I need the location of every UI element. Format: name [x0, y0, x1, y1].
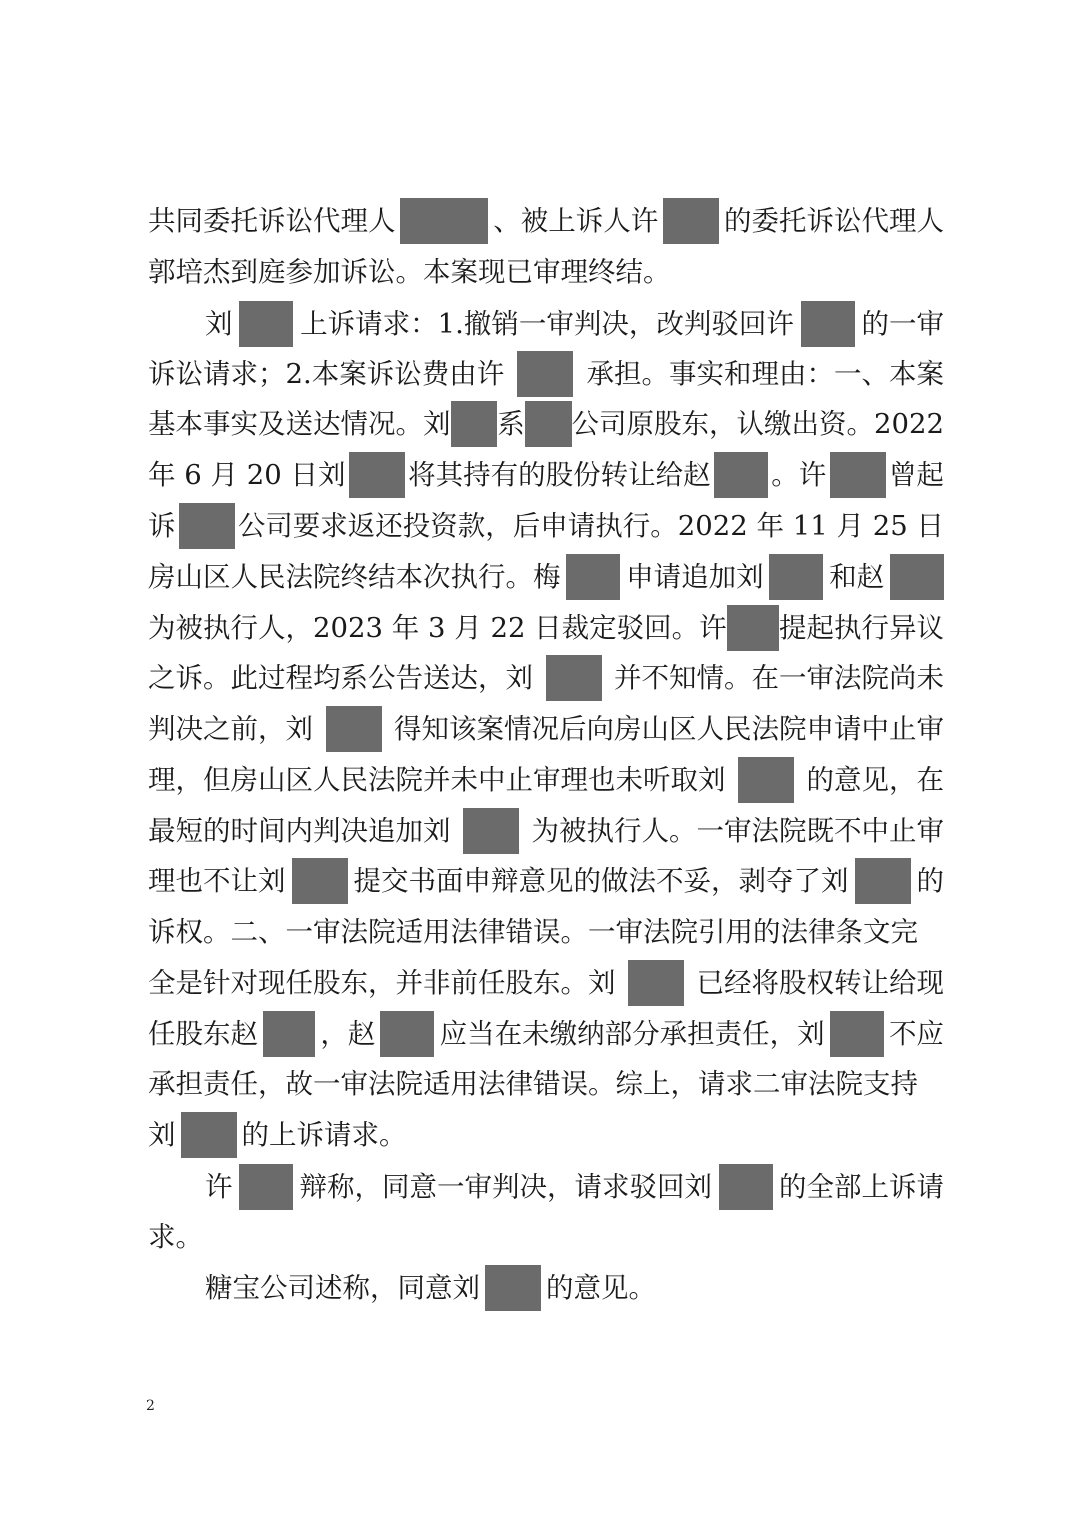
text-segment: 和赵 [829, 561, 885, 593]
text-segment: 系 [497, 408, 525, 440]
text-segment: 判决之前，刘 [148, 713, 313, 745]
redaction-block [326, 706, 382, 752]
text-segment: 糖宝公司述称，同意刘 [205, 1272, 480, 1304]
redaction-block [292, 858, 348, 904]
text-segment: 诉讼请求；2.本案诉讼费由许 [148, 358, 505, 390]
text-line [148, 201, 944, 241]
text-segment: 将其持有的股份转让给赵 [408, 459, 711, 491]
text-segment: 的上诉请求。 [241, 1119, 407, 1151]
text-segment: 最短的时间内判决追加刘 [148, 815, 451, 847]
text-segment: 提交书面申辩意见的做法不妥，剥夺了刘 [353, 865, 849, 897]
redaction-block [349, 452, 405, 498]
text-segment: 提起执行异议 [779, 612, 944, 644]
redaction-block [719, 1164, 773, 1210]
text-segment: 承担。事实和理由：一、本案 [586, 358, 944, 390]
redaction-block [830, 1011, 884, 1057]
redaction-block [738, 757, 794, 803]
redaction-block [451, 401, 498, 447]
text-segment: 理也不让刘 [148, 865, 286, 897]
text-segment: 的意见，在 [806, 764, 944, 796]
text-line [148, 1115, 944, 1155]
text-segment: 承担责任，故一审法院适用法律错误。综上，请求二审法院支持 [148, 1068, 918, 1100]
text-segment: 申请追加刘 [626, 561, 764, 593]
text-segment: 的全部上诉请 [779, 1171, 944, 1203]
text-segment: 公司要求返还投资款，后申请执行。2022 年 11 月 25 日 [237, 510, 944, 542]
redaction-block [801, 301, 855, 347]
text-line [148, 404, 944, 444]
redaction-block [855, 858, 911, 904]
text-segment: 得知该案情况后向房山区人民法院申请中止审 [394, 713, 944, 745]
text-segment: 诉 [148, 510, 176, 542]
text-segment: 上诉请求：1.撤销一审判决，改判驳回许 [300, 308, 794, 340]
text-segment: ，赵 [320, 1018, 376, 1050]
redaction-block [239, 1164, 293, 1210]
redaction-block [830, 452, 886, 498]
redaction-block [525, 401, 572, 447]
text-segment: 基本事实及送达情况。刘 [148, 408, 451, 440]
redaction-block [239, 301, 293, 347]
text-segment: 任股东赵 [148, 1018, 258, 1050]
text-line [148, 963, 944, 1003]
text-segment: 的一审 [861, 308, 944, 340]
text-segment: 房山区人民法院终结本次执行。梅 [148, 561, 561, 593]
text-line [148, 912, 944, 952]
text-line [148, 252, 944, 292]
text-line [148, 1217, 944, 1257]
text-segment: 共同委托诉讼代理人 [148, 205, 396, 237]
redaction-block [181, 1112, 237, 1158]
redaction-block [663, 198, 719, 244]
text-line [148, 455, 944, 495]
redaction-block [566, 554, 620, 600]
redaction-block [546, 655, 602, 701]
text-segment: 辩称，同意一审判决，请求驳回刘 [299, 1171, 712, 1203]
text-line [148, 811, 944, 851]
text-line [148, 709, 944, 749]
text-segment: 并不知情。在一审法院尚未 [614, 662, 944, 694]
text-segment: 理，但房山区人民法院并未中止审理也未听取刘 [148, 764, 726, 796]
redaction-block [485, 1265, 541, 1311]
redaction-block [727, 605, 779, 651]
text-line [148, 354, 944, 394]
text-segment: 刘 [205, 308, 233, 340]
text-segment: 公司原股东，认缴出资。2022 [571, 408, 944, 440]
text-line [148, 608, 944, 648]
text-segment: 应当在未缴纳部分承担责任，刘 [439, 1018, 825, 1050]
text-segment: 曾起 [888, 459, 944, 491]
text-segment: 全是针对现任股东，并非前任股东。刘 [148, 967, 616, 999]
text-line [148, 1064, 944, 1104]
text-segment: 的 [916, 865, 944, 897]
text-line [205, 1268, 944, 1308]
text-segment: 求。 [148, 1221, 203, 1253]
text-segment: 郭培杰到庭参加诉讼。本案现已审理终结。 [148, 256, 671, 288]
text-segment: 年 6 月 20 日刘 [148, 459, 346, 491]
redaction-block [517, 351, 573, 397]
text-line [205, 304, 944, 344]
text-line [148, 861, 944, 901]
text-segment: 的委托诉讼代理人 [724, 205, 944, 237]
text-line [148, 1014, 944, 1054]
text-segment: 。许 [771, 459, 827, 491]
text-line [148, 557, 944, 597]
text-segment: 诉权。二、一审法院适用法律错误。一审法院引用的法律条文完 [148, 916, 918, 948]
page-number: 2 [146, 1398, 155, 1414]
text-segment: 不应 [888, 1018, 944, 1050]
text-segment: 为被执行人。一审法院既不中止审 [531, 815, 944, 847]
redaction-block [714, 452, 768, 498]
redaction-block [179, 503, 235, 549]
text-line [205, 1167, 944, 1207]
redaction-block [380, 1011, 434, 1057]
redaction-block [890, 554, 944, 600]
text-line [148, 506, 944, 546]
text-segment: 之诉。此过程均系公告送达，刘 [148, 662, 533, 694]
redaction-block [263, 1011, 315, 1057]
text-segment: 刘 [148, 1119, 176, 1151]
text-line [148, 760, 944, 800]
redaction-block [463, 808, 519, 854]
redaction-block [628, 960, 684, 1006]
text-line [148, 658, 944, 698]
text-segment: 已经将股权转让给现 [696, 967, 944, 999]
text-segment: 为被执行人，2023 年 3 月 22 日裁定驳回。许 [148, 612, 727, 644]
text-segment: 的意见。 [546, 1272, 656, 1304]
redaction-block [769, 554, 823, 600]
text-segment: 、被上诉人许 [493, 205, 659, 237]
text-segment: 许 [205, 1171, 233, 1203]
redaction-block [400, 198, 488, 244]
